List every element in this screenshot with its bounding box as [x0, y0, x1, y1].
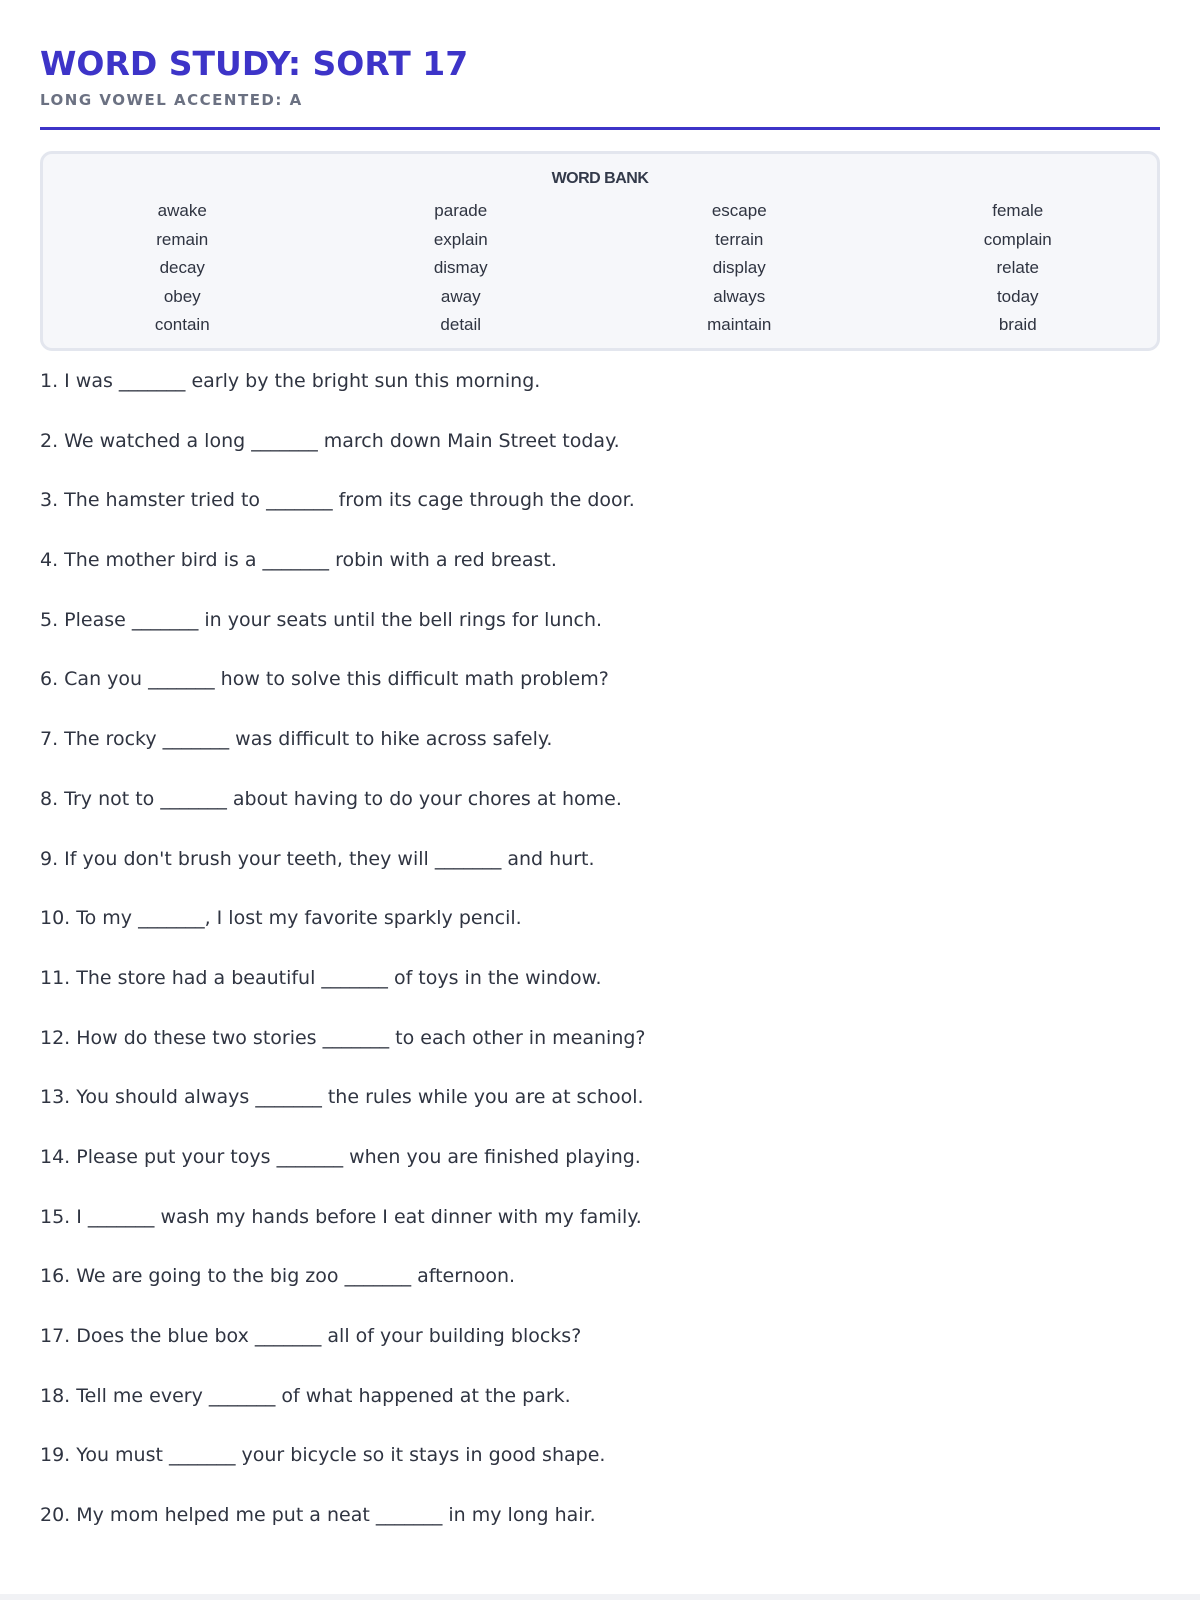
word-bank-word: relate	[996, 258, 1040, 277]
sentence-item: 9. If you don't brush your teeth, they will _______ and hurt.	[40, 847, 595, 870]
sentence-item: 18. Tell me every _______ of what happened at the park.	[40, 1384, 571, 1407]
sentence-item: 20. My mom helped me put a neat _______ in my long hair.	[40, 1504, 596, 1527]
sentence-item: 19. You must _______ your bicycle so it stays in good shape.	[40, 1444, 606, 1467]
word-bank-grid	[43, 197, 1157, 340]
header-divider	[40, 127, 1160, 130]
sentence-item: 4. The mother bird is a _______ robin with a red breast.	[40, 549, 557, 572]
word-bank-word: maintain	[707, 315, 772, 334]
page-subtitle: LONG VOWEL ACCENTED: A	[40, 91, 303, 109]
word-bank-word: contain	[154, 315, 210, 334]
word-bank-word: dismay	[433, 258, 488, 277]
sentence-item: 5. Please _______ in your seats until the bell rings for lunch.	[40, 608, 603, 631]
sentence-item: 17. Does the blue box _______ all of your building blocks?	[40, 1325, 582, 1347]
word-bank-word: explain	[433, 229, 488, 249]
word-bank-word: obey	[163, 286, 201, 306]
word-bank-word: awake	[157, 201, 207, 220]
word-bank-word: detail	[440, 315, 482, 334]
word-bank-word: display	[712, 258, 766, 277]
word-bank-word: parade	[434, 201, 488, 220]
sentence-item: 8. Try not to _______ about having to do your chores at home.	[40, 787, 622, 810]
sentence-item: 14. Please put your toys _______ when you are finished playing.	[40, 1145, 641, 1168]
sentence-item: 16. We are going to the big zoo _______ afternoon.	[40, 1265, 516, 1288]
sentence-item: 7. The rocky _______ was difficult to hike across safely.	[40, 728, 553, 751]
sentence-list	[40, 369, 1160, 1563]
sentence-item: 1. I was _______ early by the bright sun this morning.	[40, 370, 541, 392]
word-bank	[40, 151, 1160, 351]
sentence-item: 15. I _______ wash my hands before I eat dinner with my family.	[40, 1205, 642, 1228]
sentence-item: 11. The store had a beautiful _______ of toys in the window.	[40, 966, 602, 989]
word-bank-word: terrain	[715, 229, 764, 249]
word-bank-word: decay	[159, 258, 205, 277]
page-title: WORD STUDY: SORT 17	[40, 44, 469, 83]
word-bank-title: WORD BANK	[551, 170, 649, 187]
sentence-item: 13. You should always _______ the rules while you are at school.	[40, 1086, 644, 1109]
sentence-item: 2. We watched a long _______ march down Main Street today.	[40, 429, 620, 452]
page-footer-band	[0, 1594, 1200, 1600]
sentence-item: 6. Can you _______ how to solve this difficult math problem?	[40, 668, 609, 691]
sentence-item: 12. How do these two stories _______ to each other in meaning?	[40, 1026, 646, 1049]
word-bank-word: away	[440, 286, 481, 306]
word-bank-word: escape	[711, 201, 767, 220]
worksheet-header	[40, 0, 1160, 130]
sentence-item: 3. The hamster tried to _______ from its cage through the door.	[40, 489, 635, 512]
word-bank-word: always	[713, 286, 766, 306]
word-bank-word: female	[992, 201, 1044, 220]
word-bank-word: braid	[998, 315, 1037, 334]
word-bank-word: complain	[983, 229, 1052, 249]
word-bank-word: today	[996, 286, 1039, 306]
word-bank-word: remain	[156, 229, 209, 249]
sentence-item: 10. To my _______, I lost my favorite sparkly pencil.	[40, 907, 522, 930]
